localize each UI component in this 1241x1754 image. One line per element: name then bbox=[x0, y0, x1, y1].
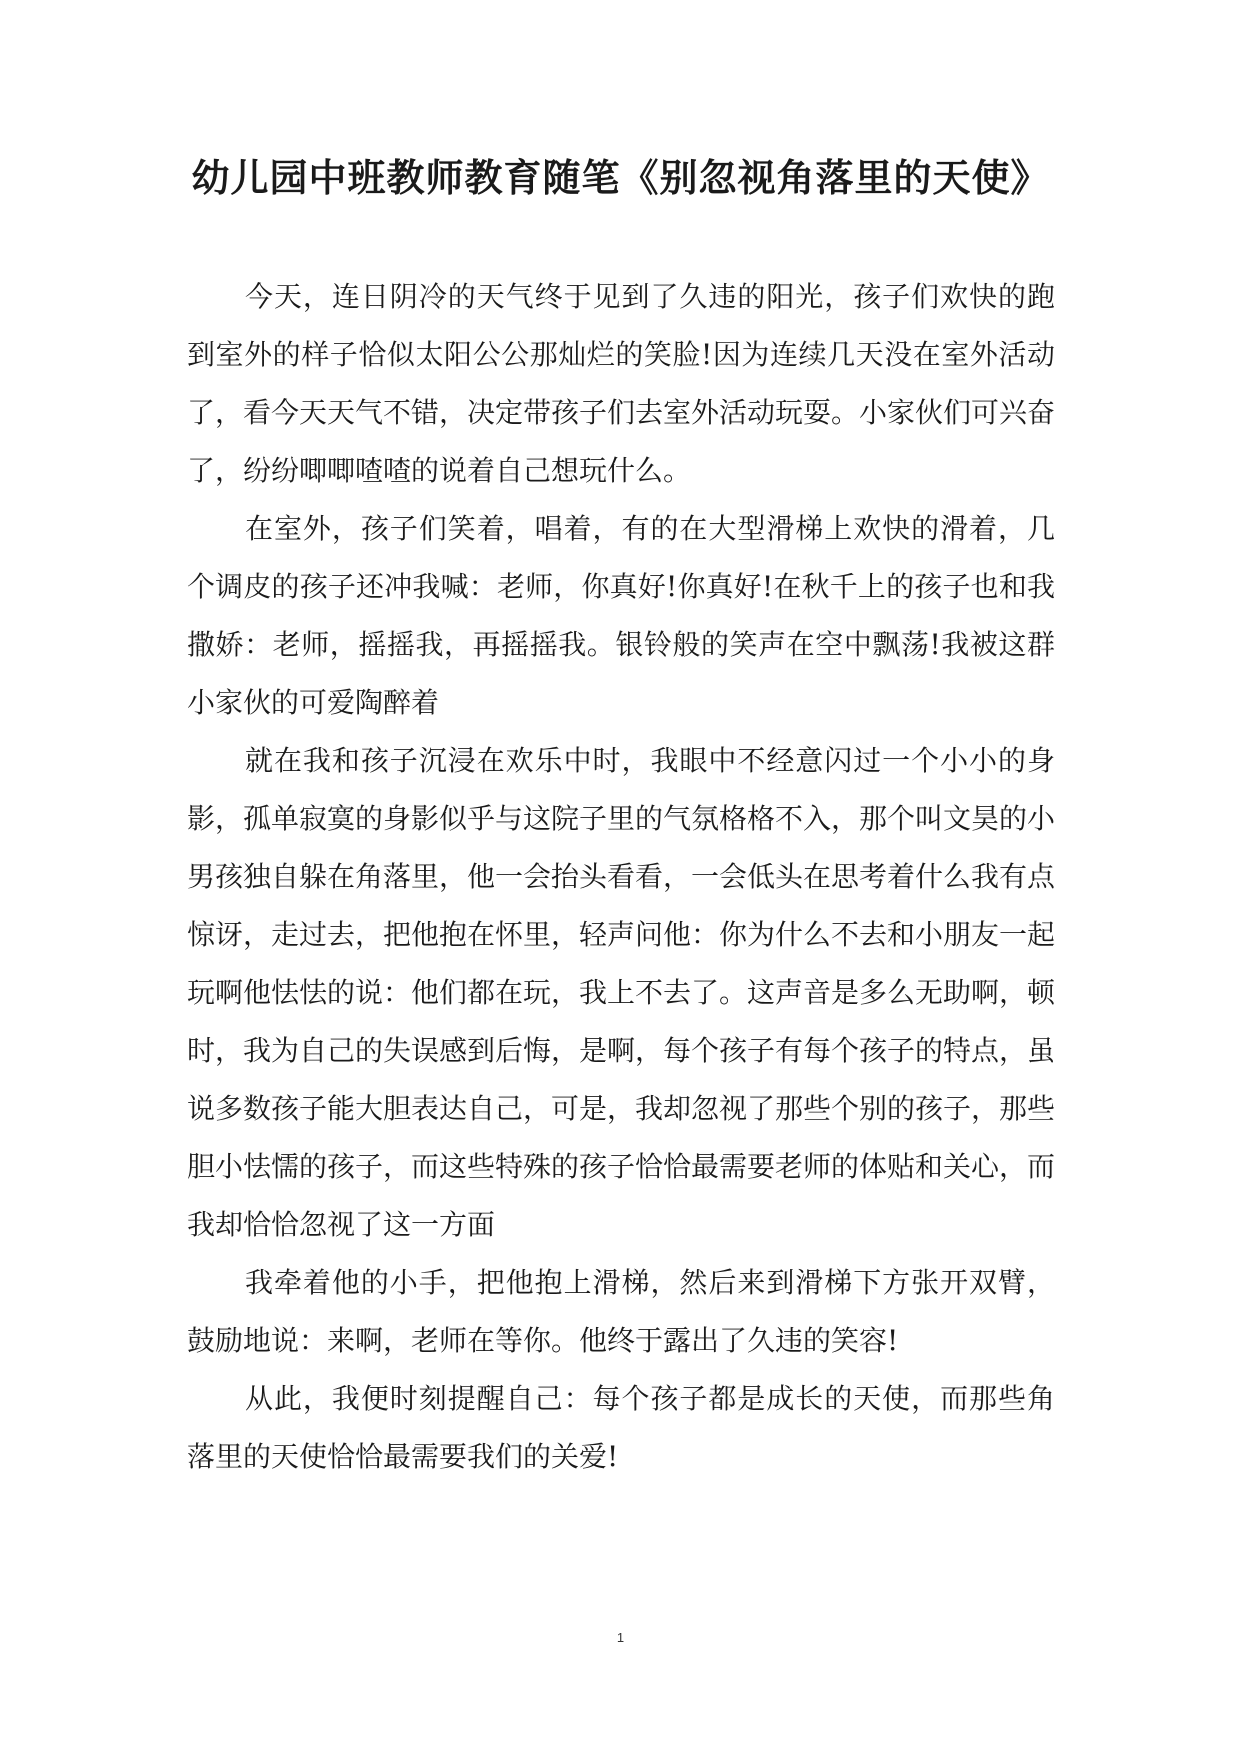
paragraph-2: 在室外，孩子们笑着，唱着，有的在大型滑梯上欢快的滑着，几个调皮的孩子还冲我喊：老师，你真好!你真好!在秋千上的孩子也和我撒娇：老师，摇摇我，再摇摇我。银铃般的笑声在空中飘荡!我被这群小家伙的可爱陶醉着 bbox=[187, 512, 1055, 719]
page-number: 1 bbox=[616, 1630, 625, 1645]
paragraph-3: 就在我和孩子沉浸在欢乐中时，我眼中不经意闪过一个小小的身影，孤单寂寞的身影似乎与这院子里的气氛格格不入，那个叫文昊的小男孩独自躲在角落里，他一会抬头看看，一会低头在思考着什么我有点惊讶，走过去，把他抱在怀里，轻声问他：你为什么不去和小朋友一起玩啊他怯怯的说：他们都在玩，我上不去了。这声音是多么无助啊，顿时，我为自己的失误感到后悔，是啊，每个孩子有每个孩子的特点，虽说多数孩子能大胆表达自己，可是，我却忽视了那些个别的孩子，那些胆小怯懦的孩子，而这些特殊的孩子恰恰最需要老师的体贴和关心，而我却恰恰忽视了这一方面 bbox=[187, 744, 1056, 1241]
paragraph-5: 从此，我便时刻提醒自己：每个孩子都是成长的天使，而那些角落里的天使恰恰最需要我们的关爱! bbox=[187, 1382, 1055, 1473]
document-title: 幼儿园中班教师教育随笔《别忽视角落里的天使》 bbox=[191, 155, 1050, 200]
document-body bbox=[187, 268, 1055, 1486]
paragraph-4: 我牵着他的小手，把他抱上滑梯，然后来到滑梯下方张开双臂，鼓励地说：来啊，老师在等你。他终于露出了久违的笑容! bbox=[187, 1266, 1055, 1357]
paragraph-1: 今天，连日阴冷的天气终于见到了久违的阳光，孩子们欢快的跑到室外的样子恰似太阳公公那灿烂的笑脸!因为连续几天没在室外活动了，看今天天气不错，决定带孩子们去室外活动玩耍。小家伙们可兴奋了，纷纷唧唧喳喳的说着自己想玩什么。 bbox=[187, 280, 1056, 487]
